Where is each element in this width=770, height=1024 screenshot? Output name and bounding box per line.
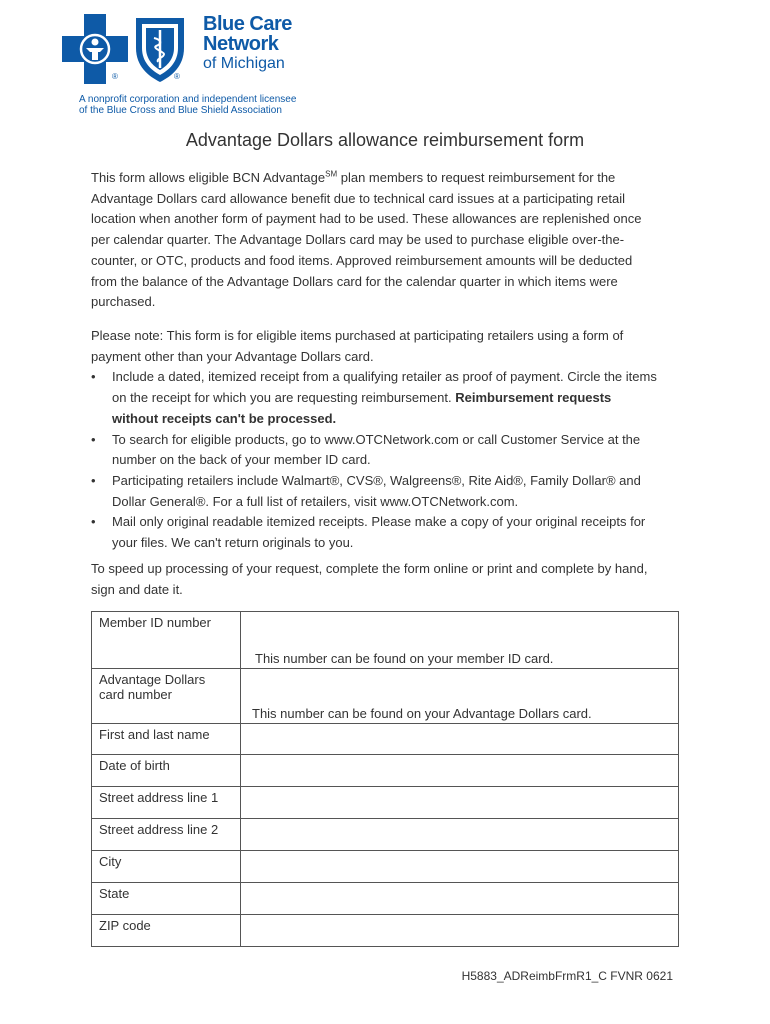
page-title: Advantage Dollars allowance reimbursement form — [185, 130, 585, 150]
city-field[interactable] — [241, 851, 679, 883]
member-id-field[interactable] — [241, 612, 679, 669]
street2-field[interactable] — [241, 819, 679, 851]
ad-card-label: Advantage Dollars card number — [92, 669, 241, 724]
street2-label: Street address line 2 — [92, 819, 241, 851]
form-row-city — [92, 851, 679, 883]
state-field[interactable] — [241, 883, 679, 915]
list-item: • Mail only original readable itemized receipts. Please make a copy of your original receipts for your files. We can't return originals to you. — [112, 512, 661, 553]
form-row-name — [92, 724, 679, 755]
list-item — [112, 367, 661, 429]
logo-tagline — [79, 94, 296, 116]
member-info-form — [91, 611, 679, 947]
state-label: State — [92, 883, 241, 915]
speed-paragraph: To speed up processing of your request, complete the form online or print and complete by hand, sign and date it. — [91, 561, 648, 597]
receipt-warning: Reimbursement requests without receipts can't be processed. — [112, 390, 612, 426]
ad-card-hint: This number can be found on your Advantage Dollars card. — [252, 706, 592, 721]
intro-paragraph — [91, 168, 661, 313]
member-id-hint: This number can be found on your member ID card. — [255, 651, 554, 666]
dob-field[interactable] — [241, 755, 679, 787]
dob-label: Date of birth — [92, 755, 241, 787]
tagline-line: A nonprofit corporation and independent licensee — [79, 94, 297, 105]
note-list — [91, 367, 661, 553]
form-row-state — [92, 883, 679, 915]
brand-line: Network — [203, 33, 279, 55]
form-row-ad-card — [92, 669, 679, 724]
list-item-text: Include a dated, itemized receipt from a qualifying retailer as proof of payment. Circle the items on the receipt for which you are requesting reimbursement. — [112, 369, 657, 406]
note-lead: Please note: This form is for eligible items purchased at participating retailers using a form of payment other than your Advantage Dollars card. — [91, 328, 624, 364]
intro-text: plan members to request reimbursement for the Advantage Dollars card allowance benefit due to technical card issues at a participating retail location when another form of payment had to be used. These allowances are replenished once per calendar quarter. The Advantage Dollars card may be used to purchase eligible over-the-counter, or OTC, products and food items. Approved reimbursement amounts will be deducted from the balance of the Advantage Dollars card for the calendar quarter in which items were purchased. — [91, 170, 642, 310]
brand-line: Blue Care — [203, 13, 292, 35]
form-row-member-id — [92, 612, 679, 669]
street1-label: Street address line 1 — [92, 787, 241, 819]
list-item: • Participating retailers include Walmart®, CVS®, Walgreens®, Rite Aid®, Family Dollar® and Dollar General®. For a full list of retailers, visit www.OTCNetwork.com. — [112, 471, 661, 512]
member-id-label: Member ID number — [92, 612, 241, 669]
street1-field[interactable] — [241, 787, 679, 819]
form-row-street1 — [92, 787, 679, 819]
bcn-logo — [62, 14, 322, 86]
name-field[interactable] — [241, 724, 679, 755]
zip-field[interactable] — [241, 915, 679, 947]
registered-mark: ® — [112, 72, 118, 81]
registered-mark: ® — [174, 72, 180, 81]
form-row-street2 — [92, 819, 679, 851]
zip-label: ZIP code — [92, 915, 241, 947]
brand-name — [203, 14, 292, 74]
note-section — [91, 326, 661, 554]
list-item: • To search for eligible products, go to www.OTCNetwork.com or call Customer Service at the number on the back of your member ID card. — [112, 430, 661, 471]
form-row-dob — [92, 755, 679, 787]
name-label: First and last name — [92, 724, 241, 755]
form-row-zip — [92, 915, 679, 947]
blue-cross-icon — [62, 14, 128, 84]
ad-card-field[interactable] — [241, 669, 679, 724]
service-mark: SM — [325, 169, 338, 179]
tagline-line: of the Blue Cross and Blue Shield Association — [79, 105, 282, 116]
brand-line: of Michigan — [203, 55, 285, 72]
city-label: City — [92, 851, 241, 883]
form-code: H5883_ADReimbFrmR1_C FVNR 0621 — [461, 969, 673, 983]
intro-text: This form allows eligible BCN Advantage — [91, 170, 326, 185]
